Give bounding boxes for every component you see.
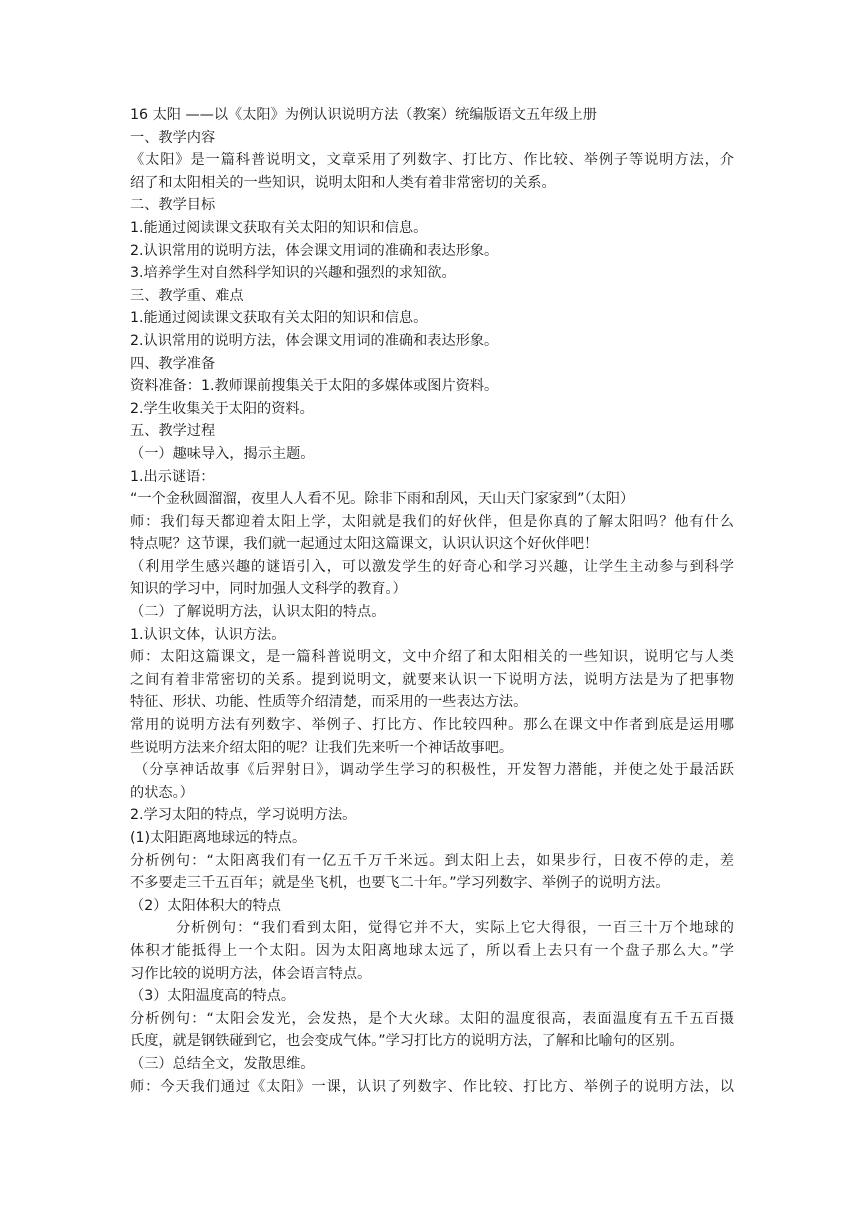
- paragraph-line: 习作比较的说明方法，体会语言特点。: [130, 965, 372, 982]
- document-title: 16 太阳 ——以《太阳》为例认识说明方法（教案）统编版语文五年级上册: [130, 107, 597, 123]
- list-item: 2.学生收集关于太阳的资料。: [130, 400, 314, 417]
- paragraph-line: 常用的说明方法有列数字、举例子、打比方、作比较四种。那么在课文中作者到底是运用哪: [130, 717, 734, 734]
- list-item: 1.能通过阅读课文获取有关太阳的知识和信息。: [130, 219, 428, 236]
- subheading: （三）总结全文，发散思维。: [130, 1055, 315, 1072]
- list-item: （2）太阳体积大的特点: [130, 897, 281, 914]
- list-item: 2.学习太阳的特点，学习说明方法。: [130, 807, 357, 824]
- paragraph-line: 分析例句：“我们看到太阳，觉得它并不大，实际上它大得很，一百三十万个地球的: [176, 920, 734, 937]
- paragraph-line: 特点呢？这节课，我们就一起通过太阳这篇课文，认识认识这个好伙伴吧！: [130, 536, 599, 553]
- paragraph-line: （分享神话故事《后羿射日》，调动学生学习的积极性，开发智力潜能，并使之处于最活跃: [134, 762, 734, 779]
- heading-preparation: 四、教学准备: [130, 355, 216, 372]
- list-item: 1.出示谜语：: [130, 468, 215, 485]
- list-item: 2.认识常用的说明方法，体会课文用词的准确和表达形象。: [130, 332, 499, 349]
- paragraph-line: 绍了和太阳相关的一些知识，说明太阳和人类有着非常密切的关系。: [130, 174, 556, 191]
- paragraph-line: 特征、形状、功能、性质等介绍清楚，而采用的一些表达方法。: [130, 694, 528, 711]
- list-item: 1.认识文体，认识方法。: [130, 626, 286, 643]
- heading-teaching-goals: 二、教学目标: [130, 197, 216, 214]
- paragraph-line: 师：太阳这篇课文，是一篇科普说明文，文中介绍了和太阳相关的一些知识，说明它与人类: [130, 649, 734, 666]
- paragraph-line: 些说明方法来介绍太阳的呢？让我们先来听一个神话故事吧。: [130, 739, 514, 756]
- list-item: 2.认识常用的说明方法，体会课文用词的准确和表达形象。: [130, 242, 499, 259]
- subheading: （一）趣味导入，揭示主题。: [130, 445, 315, 462]
- paragraph-line: 知识的学习中，同时加强人文科学的教育。）: [130, 581, 407, 598]
- paragraph-line: 《太阳》是一篇科普说明文，文章采用了列数字、打比方、作比较、举例子等说明方法，介: [130, 152, 734, 169]
- list-item: （3）太阳温度高的特点。: [130, 988, 296, 1005]
- heading-process: 五、教学过程: [130, 423, 216, 440]
- paragraph-line: （利用学生感兴趣的谜语引入，可以激发学生的好奇心和学习兴趣，让学生主动参与到科学: [130, 558, 734, 575]
- list-item: (1)太阳距离地球远的特点。: [130, 830, 307, 846]
- heading-key-points: 三、教学重、难点: [130, 287, 244, 304]
- list-item: 3.培养学生对自然科学知识的兴趣和强烈的求知欲。: [130, 265, 456, 282]
- paragraph-line: 不多要走三千五百年；就是坐飞机，也要飞二十年。”学习列数字、举例子的说明方法。: [130, 875, 670, 892]
- list-item: 1.能通过阅读课文获取有关太阳的知识和信息。: [130, 310, 428, 327]
- list-item: 资料准备：1.教师课前搜集关于太阳的多媒体或图片资料。: [130, 378, 499, 395]
- paragraph-line: 氏度，就是钢铁碰到它，也会变成气体。”学习打比方的说明方法，了解和比喻句的区别。: [130, 1033, 684, 1050]
- subheading: （二）了解说明方法，认识太阳的特点。: [130, 604, 386, 621]
- paragraph-line: 体积才能抵得上一个太阳。因为太阳离地球太远了，所以看上去只有一个盘子那么大。”学: [130, 942, 734, 959]
- paragraph-line: 的状态。）: [130, 784, 194, 801]
- paragraph-line: 分析例句：“太阳离我们有一亿五千万千米远。到太阳上去，如果步行，日夜不停的走，差: [130, 852, 734, 869]
- paragraph-line: 分析例句：“太阳会发光，会发热，是个大火球。太阳的温度很高，表面温度有五千五百摄: [130, 1010, 734, 1027]
- paragraph-line: 之间有着非常密切的关系。提到说明文，就要来认识一下说明方法，说明方法是为了把事物: [130, 671, 734, 688]
- paragraph-line: 师：今天我们通过《太阳》一课，认识了列数字、作比较、打比方、举例子的说明方法，以: [130, 1078, 734, 1095]
- paragraph-line: “一个金秋圆溜溜，夜里人人看不见。除非下雨和刮风，天山天门家家到”（太阳）: [130, 491, 635, 508]
- paragraph-line: 师：我们每天都迎着太阳上学，太阳就是我们的好伙伴，但是你真的了解太阳吗？他有什么: [130, 513, 734, 530]
- heading-teaching-content: 一、教学内容: [130, 129, 216, 146]
